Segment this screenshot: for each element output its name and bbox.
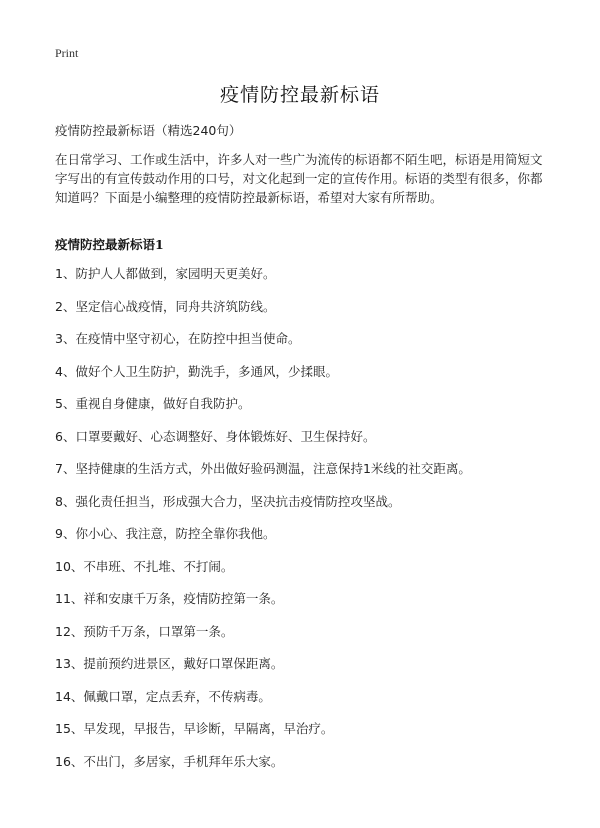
- slogan-item: 9、你小心、我注意，防控全靠你我他。: [55, 526, 276, 541]
- section-heading: 疫情防控最新标语1: [55, 237, 164, 252]
- slogan-item: 15、早发现，早报告，早诊断，早隔离，早治疗。: [55, 721, 334, 736]
- page-title: 疫情防控最新标语: [219, 84, 380, 106]
- slogan-item: 11、祥和安康千万条，疫情防控第一条。: [55, 591, 284, 606]
- slogan-item: 14、佩戴口罩，定点丢弃，不传病毒。: [55, 688, 271, 704]
- article-subtitle: 疫情防控最新标语（精选240句）: [55, 123, 242, 138]
- print-link[interactable]: Print: [55, 46, 79, 60]
- slogan-item: 5、重视自身健康，做好自我防护。: [55, 396, 251, 411]
- slogan-list: [55, 264, 555, 784]
- slogan-item: 4、做好个人卫生防护，勤洗手，多通风，少揉眼。: [55, 363, 338, 379]
- slogan-item: 12、预防千万条，口罩第一条。: [55, 623, 234, 639]
- slogan-item: 13、提前预约进景区，戴好口罩保距离。: [55, 656, 284, 671]
- slogan-item: 3、在疫情中坚守初心，在防控中担当使命。: [55, 331, 301, 346]
- slogan-item: 2、坚定信心战疫情，同舟共济筑防线。: [55, 298, 276, 314]
- slogan-item: 10、不串班、不扎堆、不打闹。: [55, 558, 234, 574]
- slogan-item: 6、口罩要戴好、心态调整好、身体锻炼好、卫生保持好。: [55, 428, 376, 444]
- slogan-item: 16、不出门，多居家，手机拜年乐大家。: [55, 753, 284, 769]
- slogan-item: 1、防护人人都做到，家园明天更美好。: [55, 266, 276, 281]
- slogan-item: 8、强化责任担当，形成强大合力，坚决抗击疫情防控攻坚战。: [55, 493, 401, 509]
- intro-paragraph: 在日常学习、工作或生活中，许多人对一些广为流传的标语都不陌生吧，标语是用简短文字写出的有宣传鼓动作用的口号，对文化起到一定的宣传作用。标语的类型有很多，你都知道吗？下面是小编整理的疫情防控最新标语，希望对大家有所帮助。: [55, 152, 543, 205]
- slogan-item: 7、坚持健康的生活方式，外出做好验码测温，注意保持1米线的社交距离。: [55, 461, 471, 476]
